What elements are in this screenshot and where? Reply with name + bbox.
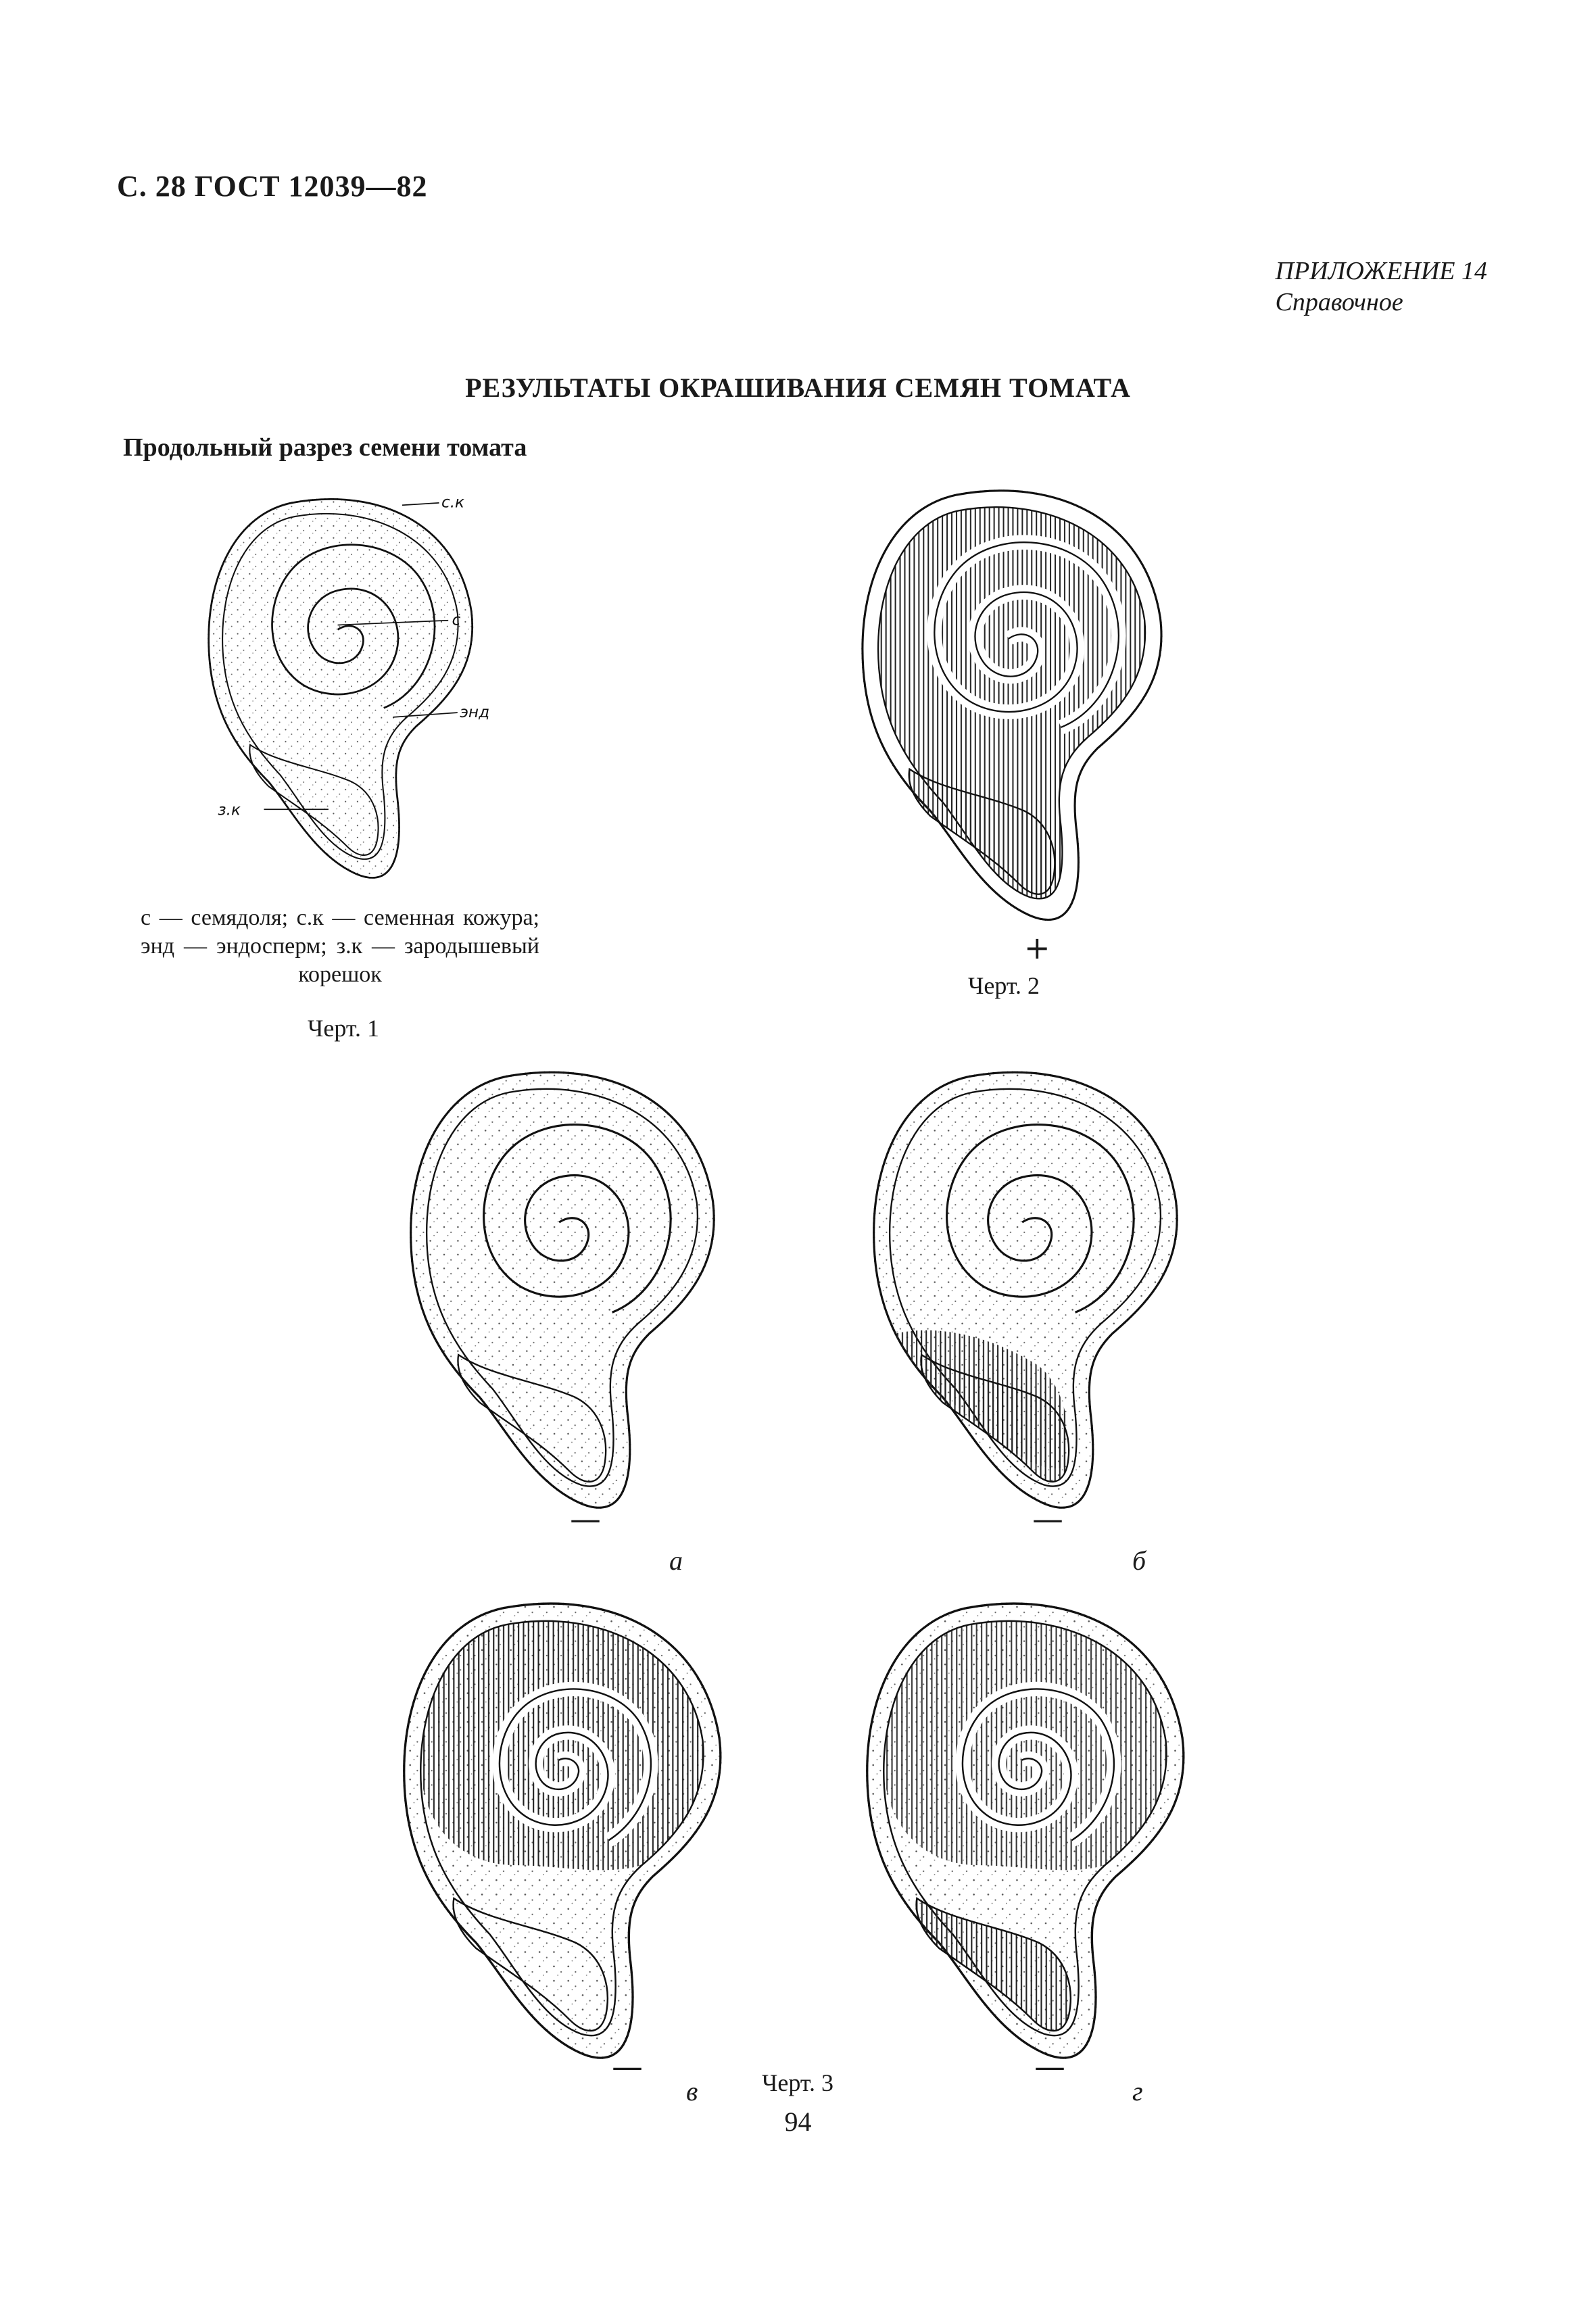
figure-2-caption: Черт. 2	[968, 972, 1040, 999]
figure-3g-sign: —	[1034, 2048, 1065, 2085]
figure-2-sign: +	[1024, 930, 1050, 966]
label-seed-coat: с.к	[441, 493, 465, 512]
label-cotyledon: с	[452, 610, 461, 629]
figure-1-legend: с — семядоля; с.к — семенная кожура; энд — эндосперм; з.к — зародышевый корешок	[141, 905, 539, 987]
figure-3v-diagram	[389, 1589, 740, 2075]
figure-3b-sign: —	[1032, 1501, 1063, 1537]
figure-3g-letter: г	[1132, 2076, 1143, 2106]
label-radicle: з.к	[218, 800, 241, 819]
figure-3a-diagram	[389, 1058, 740, 1524]
figure-2-diagram	[804, 477, 1224, 936]
figure-3-caption: Черт. 3	[762, 2069, 833, 2096]
figure-1-diagram	[128, 487, 575, 892]
figure-3b-diagram	[852, 1058, 1203, 1524]
page-title: РЕЗУЛЬТАТЫ ОКРАШИВАНИЯ СЕМЯН ТОМАТА	[465, 372, 1131, 403]
figure-3b-letter: б	[1132, 1545, 1146, 1576]
figure-1-caption: Черт. 1	[308, 1015, 379, 1042]
figure-3a-sign: —	[570, 1501, 601, 1537]
page-number: 94	[784, 2106, 812, 2137]
label-endosperm: энд	[460, 702, 490, 721]
figure-3v-sign: —	[612, 2048, 643, 2085]
figure-3v-letter: в	[686, 2076, 698, 2106]
figure-3a-letter: а	[669, 1545, 683, 1576]
appendix-label: ПРИЛОЖЕНИЕ 14	[1275, 257, 1487, 285]
page-header: С. 28 ГОСТ 12039—82	[117, 170, 428, 203]
section-subtitle: Продольный разрез семени томата	[123, 433, 527, 462]
appendix-kind: Справочное	[1275, 288, 1403, 316]
figure-3g-diagram	[852, 1589, 1203, 2075]
appendix-block	[1276, 256, 1487, 318]
